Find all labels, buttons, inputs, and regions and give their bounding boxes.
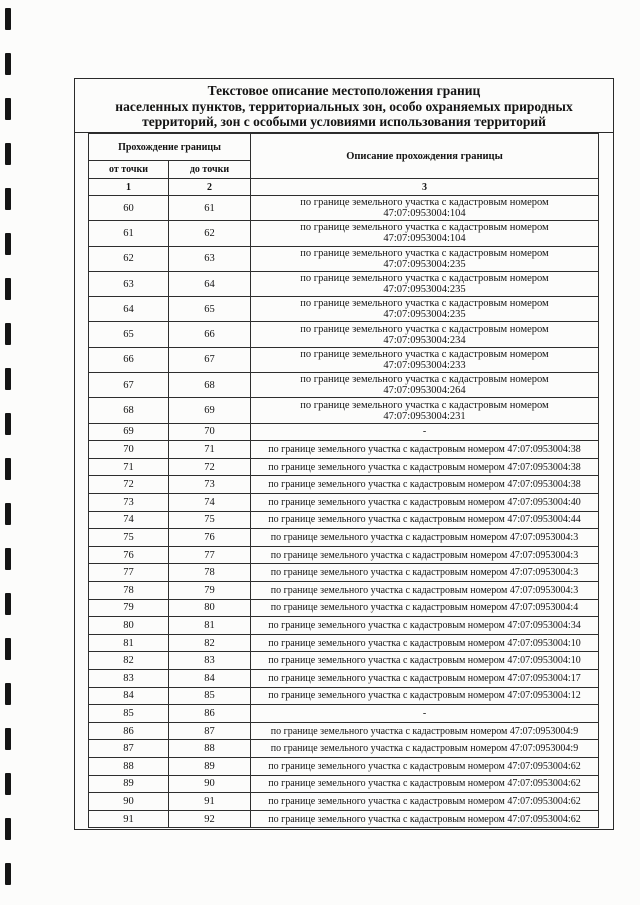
- from-point-number: 71: [123, 461, 134, 473]
- from-point-cell: [89, 347, 169, 372]
- from-point-cell: [89, 740, 169, 758]
- from-point-cell: [89, 441, 169, 459]
- from-point-number: 78: [123, 584, 134, 596]
- boundary-description-text: по границе земельного участка с кадастровым номером 47:07:0953004:3: [270, 549, 579, 561]
- to-point-cell: [169, 423, 251, 441]
- table-row: [89, 398, 599, 423]
- binding-hole-mark: [5, 368, 11, 390]
- boundary-description-text: по границе земельного участка с кадастровым номером 47:07:0953004:9: [270, 743, 579, 755]
- to-point-number: 82: [204, 637, 215, 649]
- table-row: [89, 669, 599, 687]
- from-point-cell: [89, 458, 169, 476]
- from-point-cell: [89, 705, 169, 723]
- table-row: [89, 196, 599, 221]
- to-point-cell: [169, 271, 251, 296]
- description-cell: [251, 652, 599, 670]
- from-point-cell: [89, 599, 169, 617]
- description-cell: [251, 476, 599, 494]
- from-point-number: 77: [123, 567, 134, 579]
- table-row: [89, 271, 599, 296]
- table-row: [89, 322, 599, 347]
- to-point-number: 64: [204, 278, 215, 290]
- description-cell: [251, 705, 599, 723]
- to-point-number: 70: [204, 426, 215, 438]
- to-point-cell: [169, 196, 251, 221]
- boundary-description-text: по границе земельного участка с кадастровым номером 47:07:0953004:235: [300, 298, 549, 321]
- binding-marks: [0, 0, 20, 905]
- to-point-number: 61: [204, 202, 215, 214]
- to-point-number: 83: [204, 655, 215, 667]
- from-point-number: 63: [123, 278, 134, 290]
- table-row: [89, 246, 599, 271]
- binding-hole-mark: [5, 773, 11, 795]
- title-line: населенных пунктов, территориальных зон, особо охраняемых природных: [115, 98, 573, 114]
- from-point-cell: [89, 810, 169, 828]
- from-point-cell: [89, 564, 169, 582]
- from-point-number: 60: [123, 202, 134, 214]
- binding-hole-mark: [5, 863, 11, 885]
- from-point-number: 88: [123, 760, 134, 772]
- from-point-cell: [89, 511, 169, 529]
- from-point-number: 87: [123, 743, 134, 755]
- description-cell: [251, 458, 599, 476]
- from-point-cell: [89, 221, 169, 246]
- table-row: [89, 810, 599, 828]
- binding-hole-mark: [5, 323, 11, 345]
- to-point-number: 65: [204, 303, 215, 315]
- to-point-header-cell: [169, 161, 251, 179]
- binding-hole-mark: [5, 458, 11, 480]
- to-point-cell: [169, 634, 251, 652]
- table-row: [89, 582, 599, 600]
- to-point-number: 92: [204, 813, 215, 825]
- from-point-cell: [89, 196, 169, 221]
- from-point-cell: [89, 582, 169, 600]
- column-number: 1: [126, 181, 131, 193]
- description-cell: [251, 373, 599, 398]
- boundary-description-text: по границе земельного участка с кадастровым номером 47:07:0953004:62: [268, 795, 581, 807]
- to-point-cell: [169, 793, 251, 811]
- to-point-cell: [169, 529, 251, 547]
- description-cell: [251, 582, 599, 600]
- to-point-number: 69: [204, 405, 215, 417]
- to-point-cell: [169, 221, 251, 246]
- from-point-cell: [89, 398, 169, 423]
- to-point-cell: [169, 652, 251, 670]
- to-point-cell: [169, 669, 251, 687]
- to-point-cell: [169, 511, 251, 529]
- from-point-cell: [89, 757, 169, 775]
- boundary-description-text: по границе земельного участка с кадастровым номером 47:07:0953004:3: [270, 584, 579, 596]
- description-cell: [251, 322, 599, 347]
- to-point-number: 62: [204, 227, 215, 239]
- table-header: [89, 134, 599, 196]
- to-point-number: 77: [204, 549, 215, 561]
- description-cell: [251, 793, 599, 811]
- description-cell: [251, 810, 599, 828]
- table-row: [89, 775, 599, 793]
- boundary-description-text: по границе земельного участка с кадастровым номером 47:07:0953004:4: [270, 602, 579, 614]
- column-number-cell: [169, 179, 251, 196]
- boundary-description-text: по границе земельного участка с кадастровым номером 47:07:0953004:38: [268, 479, 581, 491]
- boundary-description-text: по границе земельного участка с кадастровым номером 47:07:0953004:3: [270, 532, 579, 544]
- boundary-description-text: по границе земельного участка с кадастровым номером 47:07:0953004:233: [300, 348, 549, 371]
- from-point-number: 70: [123, 444, 134, 456]
- table-row: [89, 511, 599, 529]
- binding-hole-mark: [5, 233, 11, 255]
- to-point-number: 81: [204, 620, 215, 631]
- from-point-number: 80: [123, 620, 134, 631]
- from-point-cell: [89, 634, 169, 652]
- from-point-cell: [89, 529, 169, 547]
- to-point-cell: [169, 458, 251, 476]
- column-number: 3: [422, 181, 427, 193]
- boundary-description-text: по границе земельного участка с кадастровым номером 47:07:0953004:12: [268, 690, 581, 702]
- to-point-cell: [169, 494, 251, 512]
- from-point-number: 85: [123, 707, 134, 719]
- boundary-description-text: по границе земельного участка с кадастровым номером 47:07:0953004:62: [268, 778, 581, 790]
- header-row: [89, 134, 599, 161]
- from-point-number: 73: [123, 496, 134, 508]
- description-cell: [251, 347, 599, 372]
- table-row: [89, 634, 599, 652]
- from-point-cell: [89, 793, 169, 811]
- binding-hole-mark: [5, 413, 11, 435]
- from-point-cell: [89, 246, 169, 271]
- boundary-description-text: по границе земельного участка с кадастровым номером 47:07:0953004:104: [300, 197, 549, 220]
- table-row: [89, 373, 599, 398]
- description-cell: [251, 398, 599, 423]
- table-row: [89, 617, 599, 635]
- boundary-description-text: по границе земельного участка с кадастровым номером 47:07:0953004:10: [268, 637, 581, 649]
- table-row: [89, 441, 599, 459]
- table-row: [89, 705, 599, 723]
- column-number: 2: [207, 181, 212, 193]
- binding-hole-mark: [5, 593, 11, 615]
- from-point-number: 76: [123, 549, 134, 561]
- table-row: [89, 740, 599, 758]
- to-point-number: 63: [204, 253, 215, 265]
- table-row: [89, 423, 599, 441]
- to-point-header: до точки: [189, 164, 230, 175]
- document-title: [74, 78, 614, 133]
- from-point-number: 74: [123, 514, 134, 526]
- binding-hole-mark: [5, 278, 11, 300]
- to-point-cell: [169, 757, 251, 775]
- description-cell: [251, 617, 599, 635]
- from-point-number: 64: [123, 303, 134, 315]
- from-point-cell: [89, 669, 169, 687]
- from-point-cell: [89, 494, 169, 512]
- from-point-number: 79: [123, 602, 134, 614]
- description-cell: [251, 669, 599, 687]
- from-point-cell: [89, 687, 169, 705]
- to-point-number: 78: [204, 567, 215, 579]
- to-point-number: 88: [204, 743, 215, 755]
- to-point-number: 80: [204, 602, 215, 614]
- table-row: [89, 722, 599, 740]
- to-point-number: 71: [204, 444, 215, 456]
- to-point-cell: [169, 297, 251, 322]
- to-point-number: 87: [204, 725, 215, 737]
- table-row: [89, 564, 599, 582]
- from-point-header-cell: [89, 161, 169, 179]
- description-cell: [251, 511, 599, 529]
- table-row: [89, 546, 599, 564]
- boundary-description-text: по границе земельного участка с кадастровым номером 47:07:0953004:234: [300, 323, 549, 346]
- to-point-cell: [169, 476, 251, 494]
- to-point-number: 72: [204, 461, 215, 473]
- from-point-header: от точки: [109, 164, 148, 175]
- to-point-number: 79: [204, 584, 215, 596]
- binding-hole-mark: [5, 683, 11, 705]
- from-point-cell: [89, 373, 169, 398]
- to-point-number: 75: [204, 514, 215, 526]
- column-number-cell: [251, 179, 599, 196]
- title-line: территорий, зон с особыми условиями использования территорий: [142, 114, 546, 129]
- to-point-cell: [169, 564, 251, 582]
- from-point-number: 62: [123, 253, 134, 265]
- to-point-number: 90: [204, 778, 215, 790]
- to-point-cell: [169, 705, 251, 723]
- description-cell: [251, 529, 599, 547]
- description-cell: [251, 423, 599, 441]
- to-point-cell: [169, 582, 251, 600]
- to-point-cell: [169, 441, 251, 459]
- description-header: Описание прохождения границы: [346, 150, 503, 162]
- boundary-description-text: по границе земельного участка с кадастровым номером 47:07:0953004:62: [268, 760, 581, 772]
- table-row: [89, 652, 599, 670]
- passage-header-cell: [89, 134, 251, 161]
- binding-hole-mark: [5, 188, 11, 210]
- to-point-number: 91: [204, 795, 215, 807]
- from-point-number: 82: [123, 655, 134, 667]
- to-point-number: 67: [204, 354, 215, 366]
- description-cell: [251, 196, 599, 221]
- from-point-cell: [89, 775, 169, 793]
- binding-hole-mark: [5, 503, 11, 525]
- from-point-number: 61: [123, 227, 134, 239]
- from-point-number: 89: [123, 778, 134, 790]
- to-point-cell: [169, 322, 251, 347]
- table-row: [89, 476, 599, 494]
- boundary-description-text: -: [422, 707, 427, 719]
- to-point-number: 89: [204, 760, 215, 772]
- to-point-cell: [169, 775, 251, 793]
- binding-hole-mark: [5, 638, 11, 660]
- description-cell: [251, 494, 599, 512]
- boundary-description-text: по границе земельного участка с кадастровым номером 47:07:0953004:34: [268, 620, 581, 631]
- column-number-cell: [89, 179, 169, 196]
- binding-hole-mark: [5, 818, 11, 840]
- to-point-cell: [169, 246, 251, 271]
- from-point-number: 69: [123, 426, 134, 438]
- boundary-description-text: по границе земельного участка с кадастровым номером 47:07:0953004:17: [268, 672, 581, 684]
- description-cell: [251, 564, 599, 582]
- table-row: [89, 529, 599, 547]
- table-body: [89, 196, 599, 828]
- to-point-cell: [169, 617, 251, 635]
- passage-header: Прохождение границы: [118, 141, 221, 153]
- from-point-number: 75: [123, 532, 134, 544]
- from-point-cell: [89, 297, 169, 322]
- to-point-number: 73: [204, 479, 215, 491]
- from-point-cell: [89, 617, 169, 635]
- from-point-number: 83: [123, 672, 134, 684]
- table-row: [89, 494, 599, 512]
- to-point-cell: [169, 810, 251, 828]
- binding-hole-mark: [5, 728, 11, 750]
- boundary-description-text: по границе земельного участка с кадастровым номером 47:07:0953004:104: [300, 222, 549, 245]
- description-cell: [251, 599, 599, 617]
- description-cell: [251, 246, 599, 271]
- to-point-cell: [169, 687, 251, 705]
- from-point-number: 84: [123, 690, 134, 702]
- boundary-description-text: по границе земельного участка с кадастровым номером 47:07:0953004:264: [300, 374, 549, 397]
- description-cell: [251, 271, 599, 296]
- boundary-description-text: по границе земельного участка с кадастровым номером 47:07:0953004:235: [300, 273, 549, 296]
- from-point-cell: [89, 546, 169, 564]
- to-point-number: 76: [204, 532, 215, 544]
- table-row: [89, 793, 599, 811]
- table-row: [89, 458, 599, 476]
- from-point-number: 65: [123, 329, 134, 341]
- description-header-cell: [251, 134, 599, 179]
- from-point-number: 91: [123, 813, 134, 825]
- boundary-description-text: по границе земельного участка с кадастровым номером 47:07:0953004:9: [270, 725, 579, 737]
- binding-hole-mark: [5, 8, 11, 30]
- boundary-description-text: по границе земельного участка с кадастровым номером 47:07:0953004:38: [268, 461, 581, 473]
- to-point-number: 85: [204, 690, 215, 702]
- to-point-cell: [169, 599, 251, 617]
- from-point-number: 90: [123, 795, 134, 807]
- to-point-cell: [169, 373, 251, 398]
- description-cell: [251, 740, 599, 758]
- description-cell: [251, 441, 599, 459]
- column-number-row: [89, 179, 599, 196]
- to-point-cell: [169, 722, 251, 740]
- description-cell: [251, 687, 599, 705]
- description-cell: [251, 757, 599, 775]
- table-row: [89, 599, 599, 617]
- description-cell: [251, 775, 599, 793]
- from-point-cell: [89, 322, 169, 347]
- to-point-cell: [169, 546, 251, 564]
- from-point-number: 68: [123, 405, 134, 417]
- to-point-number: 66: [204, 329, 215, 341]
- from-point-cell: [89, 423, 169, 441]
- to-point-number: 68: [204, 379, 215, 391]
- table-row: [89, 221, 599, 246]
- boundary-description-text: по границе земельного участка с кадастровым номером 47:07:0953004:44: [268, 514, 581, 526]
- boundary-description-text: по границе земельного участка с кадастровым номером 47:07:0953004:235: [300, 247, 549, 270]
- to-point-number: 74: [204, 496, 215, 508]
- to-point-cell: [169, 398, 251, 423]
- from-point-number: 81: [123, 637, 134, 649]
- description-cell: [251, 634, 599, 652]
- to-point-number: 84: [204, 672, 215, 684]
- boundary-description-text: по границе земельного участка с кадастровым номером 47:07:0953004:40: [268, 496, 581, 508]
- description-cell: [251, 546, 599, 564]
- table-row: [89, 347, 599, 372]
- title-line: Текстовое описание местоположения границ: [207, 83, 481, 98]
- description-cell: [251, 722, 599, 740]
- to-point-number: 86: [204, 707, 215, 719]
- from-point-cell: [89, 271, 169, 296]
- binding-hole-mark: [5, 143, 11, 165]
- from-point-cell: [89, 722, 169, 740]
- from-point-number: 72: [123, 479, 134, 491]
- from-point-number: 86: [123, 725, 134, 737]
- boundary-description-text: по границе земельного участка с кадастровым номером 47:07:0953004:3: [270, 567, 579, 579]
- boundary-description-text: по границе земельного участка с кадастровым номером 47:07:0953004:231: [300, 399, 549, 422]
- from-point-cell: [89, 476, 169, 494]
- binding-hole-mark: [5, 548, 11, 570]
- description-cell: [251, 221, 599, 246]
- binding-hole-mark: [5, 98, 11, 120]
- table-row: [89, 757, 599, 775]
- from-point-number: 66: [123, 354, 134, 366]
- from-point-cell: [89, 652, 169, 670]
- from-point-number: 67: [123, 379, 134, 391]
- to-point-cell: [169, 740, 251, 758]
- boundary-description-text: по границе земельного участка с кадастровым номером 47:07:0953004:38: [268, 444, 581, 456]
- boundary-description-table: [88, 133, 599, 828]
- description-cell: [251, 297, 599, 322]
- table-row: [89, 687, 599, 705]
- boundary-description-text: по границе земельного участка с кадастровым номером 47:07:0953004:10: [268, 655, 581, 667]
- boundary-description-text: -: [422, 426, 427, 438]
- binding-hole-mark: [5, 53, 11, 75]
- to-point-cell: [169, 347, 251, 372]
- boundary-description-text: по границе земельного участка с кадастровым номером 47:07:0953004:62: [268, 813, 581, 825]
- table-row: [89, 297, 599, 322]
